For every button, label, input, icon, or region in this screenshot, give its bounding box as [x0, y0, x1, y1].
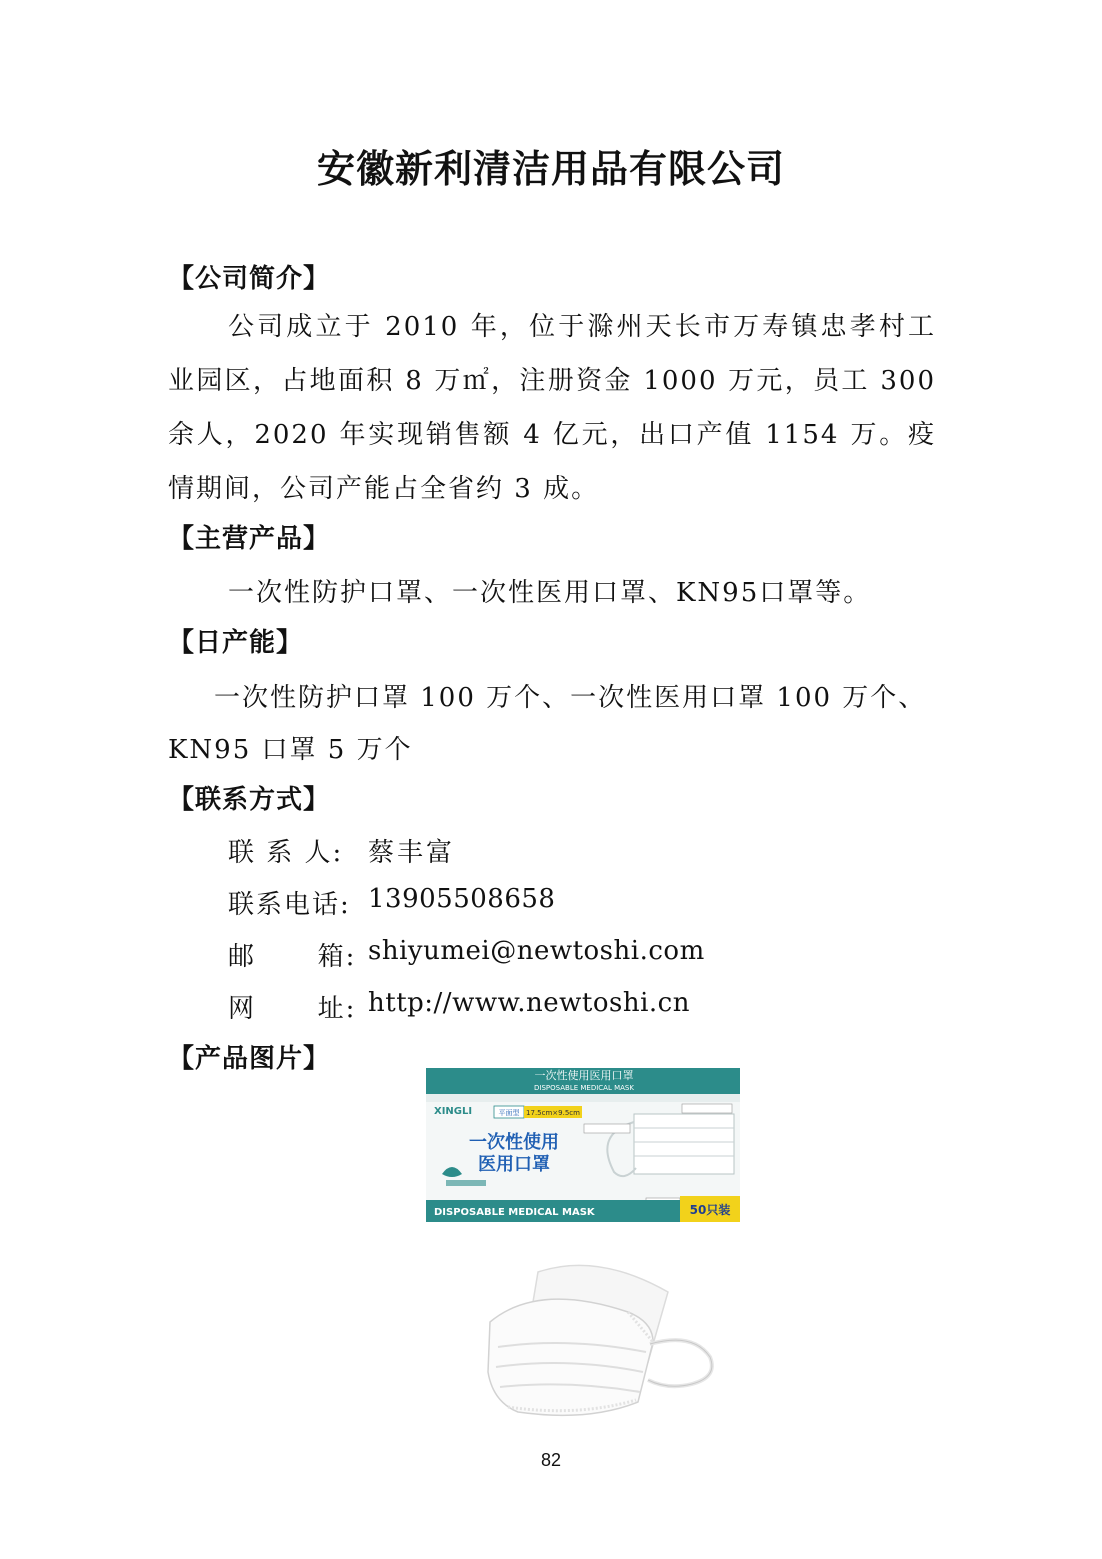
box-bottom-text: DISPOSABLE MEDICAL MASK: [434, 1207, 595, 1218]
capacity-line-2: KN95 口罩 5 万个: [168, 735, 413, 765]
ear-loop: [648, 1340, 712, 1386]
section-heading-intro: 【公司简介】: [168, 264, 331, 294]
products-text: 一次性防护口罩、一次性医用口罩、KN95口罩等。: [228, 578, 872, 608]
box-size-value: 17.5cm×9.5cm: [526, 1109, 580, 1117]
intro-paragraph: 公司成立于 2010 年，位于滁州天长市万寿镇忠孝村工业园区，占地面积 8 万㎡，注册资金 1000 万元，员工 300 余人，2020 年实现销售额 4 亿元，出口产值 1154 万。疫情期间，公司产能占全省约 3 成。: [168, 312, 936, 504]
company-title: 安徽新利清洁用品有限公司: [316, 146, 785, 191]
contact-web-row: [228, 988, 690, 1025]
contact-person-row: [228, 832, 455, 869]
capacity-line-1: 一次性防护口罩 100 万个、一次性医用口罩 100 万个、: [214, 683, 927, 713]
contact-person-label: 联 系 人:: [228, 838, 344, 868]
contact-web-label: 网 址:: [228, 994, 357, 1024]
contact-email-label: 邮 箱:: [228, 942, 357, 972]
product-box-image: [424, 1064, 742, 1224]
box-top-text-cn: 一次性使用医用口罩: [534, 1069, 634, 1082]
contact-person-value: 蔡丰富: [368, 838, 456, 868]
contact-phone-value: 13905508658: [368, 884, 556, 914]
box-top-text-en: DISPOSABLE MEDICAL MASK: [534, 1084, 634, 1092]
section-heading-images: 【产品图片】: [168, 1044, 331, 1074]
box-size-tag: 平面型: [498, 1109, 520, 1117]
section-heading-contact: 【联系方式】: [168, 785, 331, 815]
box-main-line-1: 一次性使用: [469, 1132, 559, 1153]
box-brand: XINGLI: [434, 1106, 473, 1117]
section-heading-products: 【主营产品】: [168, 524, 331, 554]
mask-photo: [478, 1252, 728, 1432]
section-heading-capacity: 【日产能】: [168, 628, 304, 658]
contact-email-value[interactable]: shiyumei@newtoshi.com: [368, 936, 705, 966]
contact-phone-row: [228, 884, 555, 921]
box-mask-drawing: [634, 1114, 734, 1174]
contact-phone-label: 联系电话:: [228, 890, 351, 920]
page-number: 82: [540, 1450, 562, 1470]
box-main-line-2: 医用口罩: [478, 1154, 550, 1175]
contact-web-value[interactable]: http://www.newtoshi.cn: [368, 988, 690, 1018]
box-count: 50只装: [689, 1203, 731, 1217]
contact-email-row: [228, 936, 705, 973]
